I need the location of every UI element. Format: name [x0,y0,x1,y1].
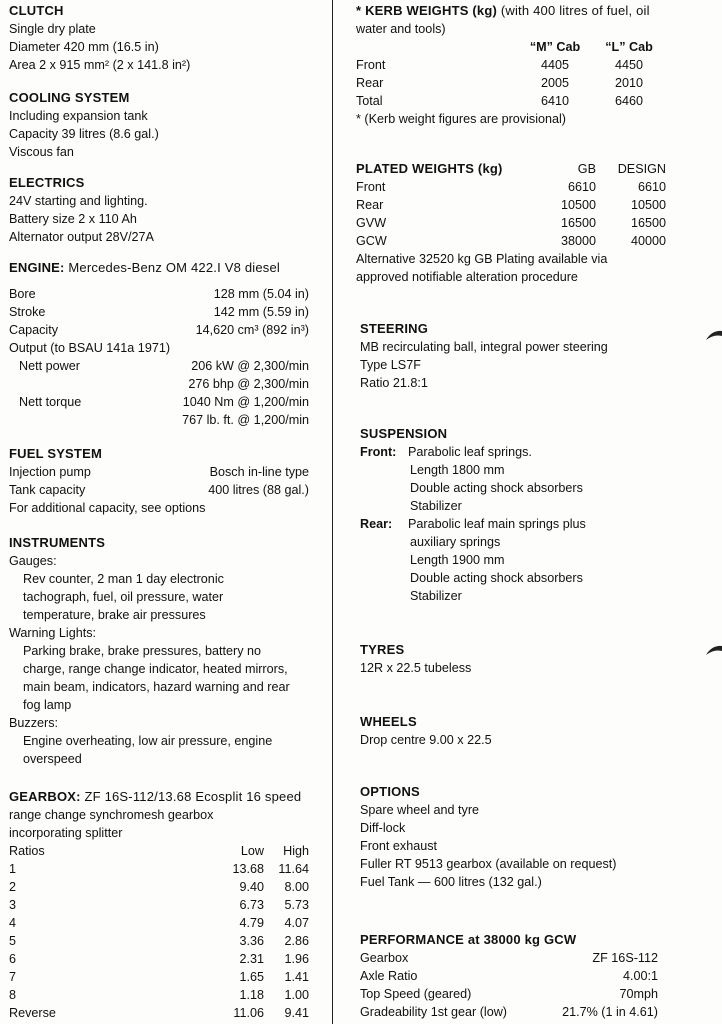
nett-torque-row-2 [9,411,309,429]
kerb-heading [356,2,666,20]
buzzers-line: overspeed [23,752,82,766]
gear: 8 [9,988,17,1002]
warning-line: main beam, indicators, hazard warning and rear [23,680,290,694]
engine-stroke-row [9,303,309,321]
plated-note: Alternative 32520 kg GB Plating available via [356,252,608,266]
bore-label: Bore [9,287,36,301]
gearbox-section [9,788,309,1022]
suspension-front [360,443,666,461]
gearbox-line: range change synchromesh gearbox [9,808,214,822]
high: 9.41 [284,1006,309,1020]
cooling-line: Viscous fan [9,145,74,159]
plated-label: Front [356,180,386,194]
electrics-heading: ELECTRICS [9,175,85,190]
plated-heading: PLATED WEIGHTS (kg) [356,161,503,176]
options-line: Fuel Tank — 600 litres (132 gal.) [360,875,542,889]
engine-section [9,259,309,429]
kerb-row [356,74,666,92]
perf-label: Axle Ratio [360,969,418,983]
cooling-line: Including expansion tank [9,109,148,123]
plated-row [356,196,666,214]
tank-value: 400 litres (88 gal.) [208,483,309,497]
perf-row [360,967,658,985]
nett-power-value: 206 kW @ 2,300/min [191,359,309,373]
clutch-heading: CLUTCH [9,3,64,18]
cooling-heading: COOLING SYSTEM [9,90,130,105]
binder-hole-mark [704,328,722,346]
fuel-heading: FUEL SYSTEM [9,446,102,461]
kerb-label: Front [356,58,386,72]
rear-first: Parabolic leaf main springs plus [408,517,586,531]
ratio-row [9,1004,309,1022]
plated-header [356,160,666,178]
suspension-heading: SUSPENSION [360,426,448,441]
rear-line: Length 1900 mm [410,553,505,567]
wheels-heading: WHEELS [360,714,417,729]
fuel-section [9,445,309,517]
instruments-section [9,534,309,768]
kerb-m: 4405 [540,58,570,72]
output-label: Output (to BSAU 141a 1971) [9,341,171,355]
high: 5.73 [284,898,309,912]
nett-power-row-2 [9,375,309,393]
electrics-line: Alternator output 28V/27A [9,230,154,244]
gear: 5 [9,934,17,948]
engine-heading [9,259,309,277]
warning-label: Warning Lights: [9,626,97,640]
steering-line: Type LS7F [360,358,421,372]
gearbox-line: incorporating splitter [9,826,123,840]
gauges-line: Rev counter, 2 man 1 day electronic [23,572,224,586]
ratio-row [9,968,309,986]
options-line: Diff-lock [360,821,406,835]
gauges-label: Gauges: [9,554,57,568]
front-line: Stabilizer [410,499,462,513]
perf-label: Gearbox [360,951,409,965]
tyres-section [360,641,666,677]
plated-row [356,214,666,232]
electrics-section [9,174,309,246]
nett-power-value: 276 bhp @ 2,300/min [188,377,309,391]
kerb-title-rest: (with 400 litres of fuel, oil [497,3,650,18]
kerb-label: Total [356,94,383,108]
fuel-additional: For additional capacity, see options [9,501,206,515]
plated-design: 40000 [630,234,666,248]
plated-label: Rear [356,198,384,212]
gear: 7 [9,970,17,984]
engine-title: ENGINE: [9,260,65,275]
options-line: Fuller RT 9513 gearbox (available on request) [360,857,617,871]
steering-line: MB recirculating ball, integral power steering [360,340,608,354]
ratio-row [9,986,309,1004]
suspension-section [360,425,666,605]
bore-value: 128 mm (5.04 in) [213,287,309,301]
plated-design: 16500 [630,216,666,230]
kerb-label: Rear [356,76,384,90]
perf-value: ZF 16S-112 [592,951,658,965]
high: 2.86 [284,934,309,948]
clutch-line: Diameter 420 mm (16.5 in) [9,40,159,54]
kerb-col-l: “L” Cab [605,40,653,54]
low: 6.73 [239,898,264,912]
injection-label: Injection pump [9,465,91,479]
steering-section [360,320,666,392]
rear-label: Rear: [360,517,393,531]
clutch-line: Single dry plate [9,22,96,36]
high: 8.00 [284,880,309,894]
kerb-col-m: “M” Cab [529,40,581,54]
clutch-section [9,2,309,74]
low: 3.36 [239,934,264,948]
ratio-row [9,878,309,896]
ratio-row [9,914,309,932]
ratios-label: Ratios [9,844,45,858]
plated-row [356,178,666,196]
nett-power-label: Nett power [19,359,80,373]
low: 13.68 [232,862,264,876]
low: 9.40 [239,880,264,894]
engine-subtitle: Mercedes-Benz OM 422.I V8 diesel [64,260,280,275]
steering-heading: STEERING [360,321,429,336]
kerb-m: 6410 [540,94,570,108]
high: 1.00 [284,988,309,1002]
gear: Reverse [9,1006,56,1020]
injection-row [9,463,309,481]
low-label: Low [240,844,264,858]
plated-col-design: DESIGN [617,162,666,176]
plated-gb: 6610 [567,180,596,194]
options-heading: OPTIONS [360,784,420,799]
ratio-row [9,860,309,878]
performance-heading: PERFORMANCE at 38000 kg GCW [360,932,577,947]
performance-section [360,931,658,1021]
ratios-header [9,842,309,860]
gear: 4 [9,916,17,930]
nett-torque-row [9,393,309,411]
perf-row [360,985,658,1003]
options-section [360,783,666,891]
perf-row [360,949,658,967]
plated-row [356,232,666,250]
kerb-row [356,92,666,110]
plated-section [356,160,666,286]
perf-value: 70mph [619,987,658,1001]
binder-hole-mark [704,643,722,661]
tank-row [9,481,309,499]
ratio-row [9,896,309,914]
warning-line: charge, range change indicator, heated mirrors, [23,662,288,676]
gear: 2 [9,880,17,894]
gear: 1 [9,862,17,876]
cooling-line: Capacity 39 litres (8.6 gal.) [9,127,159,141]
steering-line: Ratio 21.8:1 [360,376,428,390]
perf-value: 21.7% (1 in 4.61) [562,1005,658,1019]
kerb-l: 4450 [614,58,644,72]
plated-gb: 16500 [560,216,596,230]
front-first: Parabolic leaf springs. [408,445,532,459]
low: 1.65 [239,970,264,984]
plated-gb: 38000 [560,234,596,248]
wheels-line: Drop centre 9.00 x 22.5 [360,733,492,747]
kerb-title-line2: water and tools) [356,22,446,36]
plated-design: 6610 [637,180,666,194]
plated-label: GCW [356,234,387,248]
perf-label: Gradeability 1st gear (low) [360,1005,507,1019]
tyres-line: 12R x 22.5 tubeless [360,661,472,675]
plated-design: 10500 [630,198,666,212]
rear-line: Double acting shock absorbers [410,571,583,585]
front-line: Length 1800 mm [410,463,505,477]
capacity-value: 14,620 cm³ (892 in³) [195,323,309,337]
nett-torque-label: Nett torque [19,395,82,409]
nett-torque-value: 1040 Nm @ 1,200/min [182,395,309,409]
gearbox-heading [9,788,309,806]
gauges-line: tachograph, fuel, oil pressure, water [23,590,224,604]
rear-line: auxiliary springs [410,535,501,549]
high-label: High [283,844,309,858]
kerb-header [356,38,666,56]
kerb-section [356,2,666,128]
low: 1.18 [239,988,264,1002]
cooling-section [9,89,309,161]
suspension-rear [360,515,666,533]
engine-bore-row [9,285,309,303]
capacity-label: Capacity [9,323,58,337]
electrics-line: Battery size 2 x 110 Ah [9,212,137,226]
kerb-m: 2005 [540,76,570,90]
perf-row [360,1003,658,1021]
options-line: Front exhaust [360,839,438,853]
gauges-line: temperature, brake air pressures [23,608,206,622]
warning-line: Parking brake, brake pressures, battery no [23,644,262,658]
gear: 6 [9,952,17,966]
ratio-row [9,950,309,968]
kerb-note: * (Kerb weight figures are provisional) [356,112,566,126]
perf-label: Top Speed (geared) [360,987,472,1001]
high: 1.96 [284,952,309,966]
kerb-title: * KERB WEIGHTS (kg) [356,3,498,18]
high: 4.07 [284,916,309,930]
low: 11.06 [233,1006,264,1020]
high: 1.41 [284,970,309,984]
injection-value: Bosch in-line type [209,465,309,479]
kerb-l: 2010 [614,76,644,90]
clutch-line: Area 2 x 915 mm² (2 x 141.8 in²) [9,58,191,72]
rear-line: Stabilizer [410,589,462,603]
kerb-row [356,56,666,74]
stroke-value: 142 mm (5.59 in) [213,305,309,319]
column-divider [332,0,333,1024]
gearbox-subtitle: ZF 16S-112/13.68 Ecosplit 16 speed [80,789,302,804]
nett-torque-value: 767 lb. ft. @ 1,200/min [182,413,309,427]
low: 2.31 [239,952,264,966]
front-label: Front: [360,445,397,459]
options-line: Spare wheel and tyre [360,803,480,817]
warning-line: fog lamp [23,698,72,712]
nett-power-row [9,357,309,375]
tank-label: Tank capacity [9,483,86,497]
plated-note: approved notifiable alteration procedure [356,270,578,284]
low: 4.79 [239,916,264,930]
perf-value: 4.00:1 [622,969,658,983]
tyres-heading: TYRES [360,642,405,657]
buzzers-line: Engine overheating, low air pressure, engine [23,734,273,748]
buzzers-label: Buzzers: [9,716,58,730]
instruments-heading: INSTRUMENTS [9,535,106,550]
ratio-row [9,932,309,950]
wheels-section [360,713,666,749]
plated-col-gb: GB [577,162,596,176]
plated-label: GVW [356,216,387,230]
plated-gb: 10500 [560,198,596,212]
gear: 3 [9,898,17,912]
front-line: Double acting shock absorbers [410,481,583,495]
high: 11.64 [278,862,309,876]
electrics-line: 24V starting and lighting. [9,194,148,208]
gearbox-title: GEARBOX: [9,789,81,804]
stroke-label: Stroke [9,305,46,319]
kerb-l: 6460 [614,94,644,108]
engine-capacity-row [9,321,309,339]
